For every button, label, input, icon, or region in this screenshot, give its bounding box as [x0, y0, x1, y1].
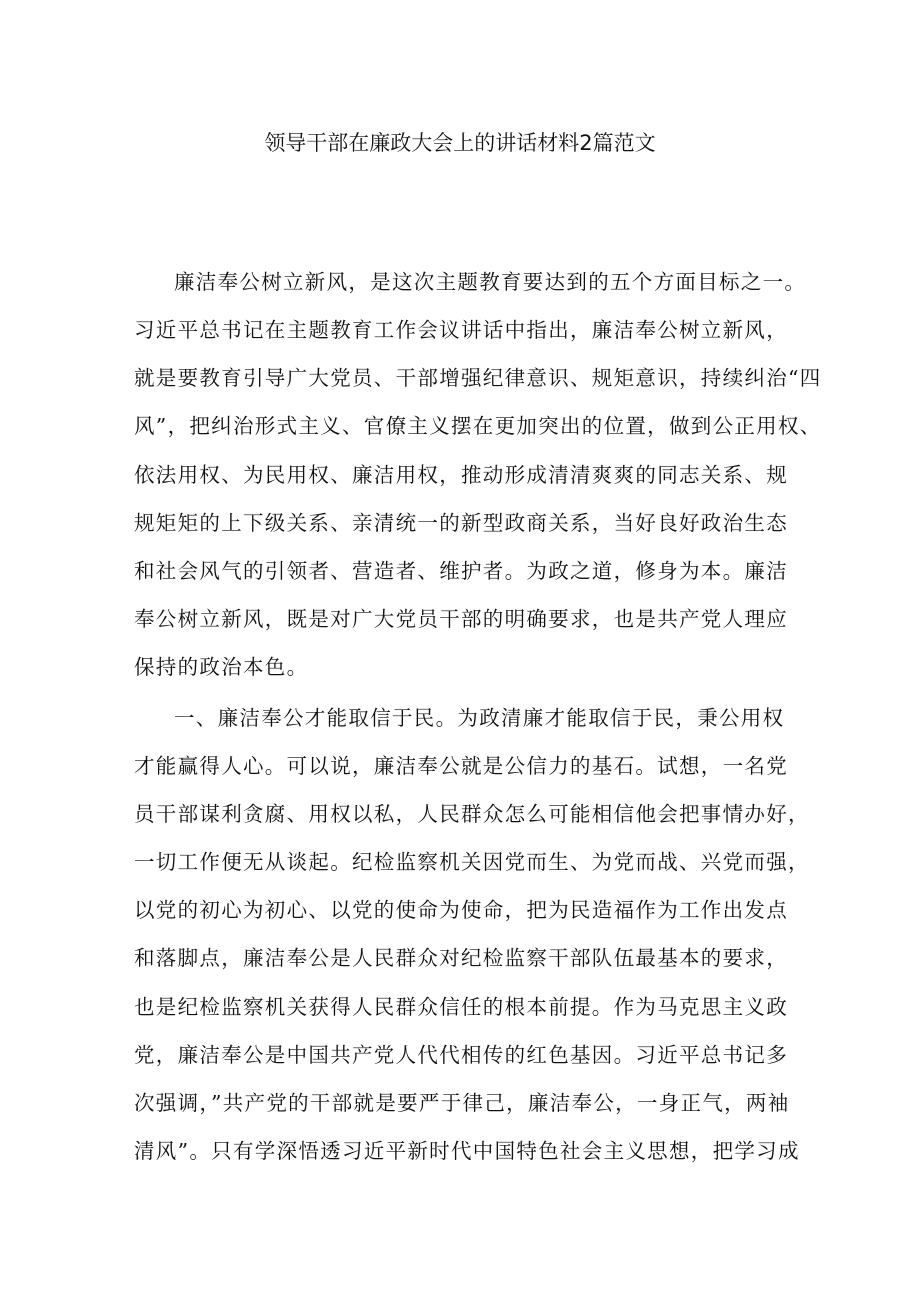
paragraph-line: 依法用权、为民用权、廉洁用权，推动形成清清爽爽的同志关系、规	[134, 463, 788, 487]
paragraph-line: 员干部谋利贪腐、用权以私，人民群众怎么可能相信他会把事情办好，	[134, 802, 810, 826]
paragraph-line: 习近平总书记在主题教育工作会议讲话中指出，廉洁奉公树立新风，	[134, 318, 788, 342]
paragraph-line: 也是纪检监察机关获得人民群众信任的根本前提。作为马克思主义政	[134, 995, 788, 1019]
document-title: 领导干部在廉政大会上的讲话材料2篇范文	[264, 131, 656, 155]
paragraph-line: 才能赢得人心。可以说，廉洁奉公就是公信力的基石。试想，一名党	[134, 754, 788, 778]
paragraph-line: 风”，把纠治形式主义、官僚主义摆在更加突出的位置，做到公正用权、	[134, 414, 822, 438]
paragraph-line: 一、廉洁奉公才能取信于民。为政清廉才能取信于民，秉公用权	[174, 706, 785, 730]
paragraph-line: 奉公树立新风，既是对广大党员干部的明确要求，也是共产党人理应	[134, 607, 788, 631]
paragraph-line: 清风”。只有学深悟透习近平新时代中国特色社会主义思想，把学习成	[134, 1139, 800, 1163]
paragraph-line: 和落脚点，廉洁奉公是人民群众对纪检监察干部队伍最基本的要求，	[134, 946, 788, 970]
paragraph-line: 廉洁奉公树立新风，是这次主题教育要达到的五个方面目标之一。	[174, 270, 807, 294]
paragraph-line: 党，廉洁奉公是中国共产党人代代相传的红色基因。习近平总书记多	[134, 1043, 788, 1067]
paragraph-line: 一切工作便无从谈起。纪检监察机关因党而生、为党而战、兴党而强，	[134, 850, 810, 874]
paragraph-line: 和社会风气的引领者、营造者、维护者。为政之道，修身为本。廉洁	[134, 559, 788, 583]
paragraph-line: 就是要教育引导广大党员、干部增强纪律意识、规矩意识，持续纠治“四	[134, 366, 822, 390]
paragraph-line: 保持的政治本色。	[134, 655, 309, 679]
paragraph-line: 以党的初心为初心、以党的使命为使命，把为民造福作为工作出发点	[134, 898, 788, 922]
paragraph-line: 次强调，”共产党的干部就是要严于律己，廉洁奉公，一身正气，两袖	[134, 1091, 790, 1115]
paragraph-line: 规矩矩的上下级关系、亲清统一的新型政商关系，当好良好政治生态	[134, 511, 788, 535]
